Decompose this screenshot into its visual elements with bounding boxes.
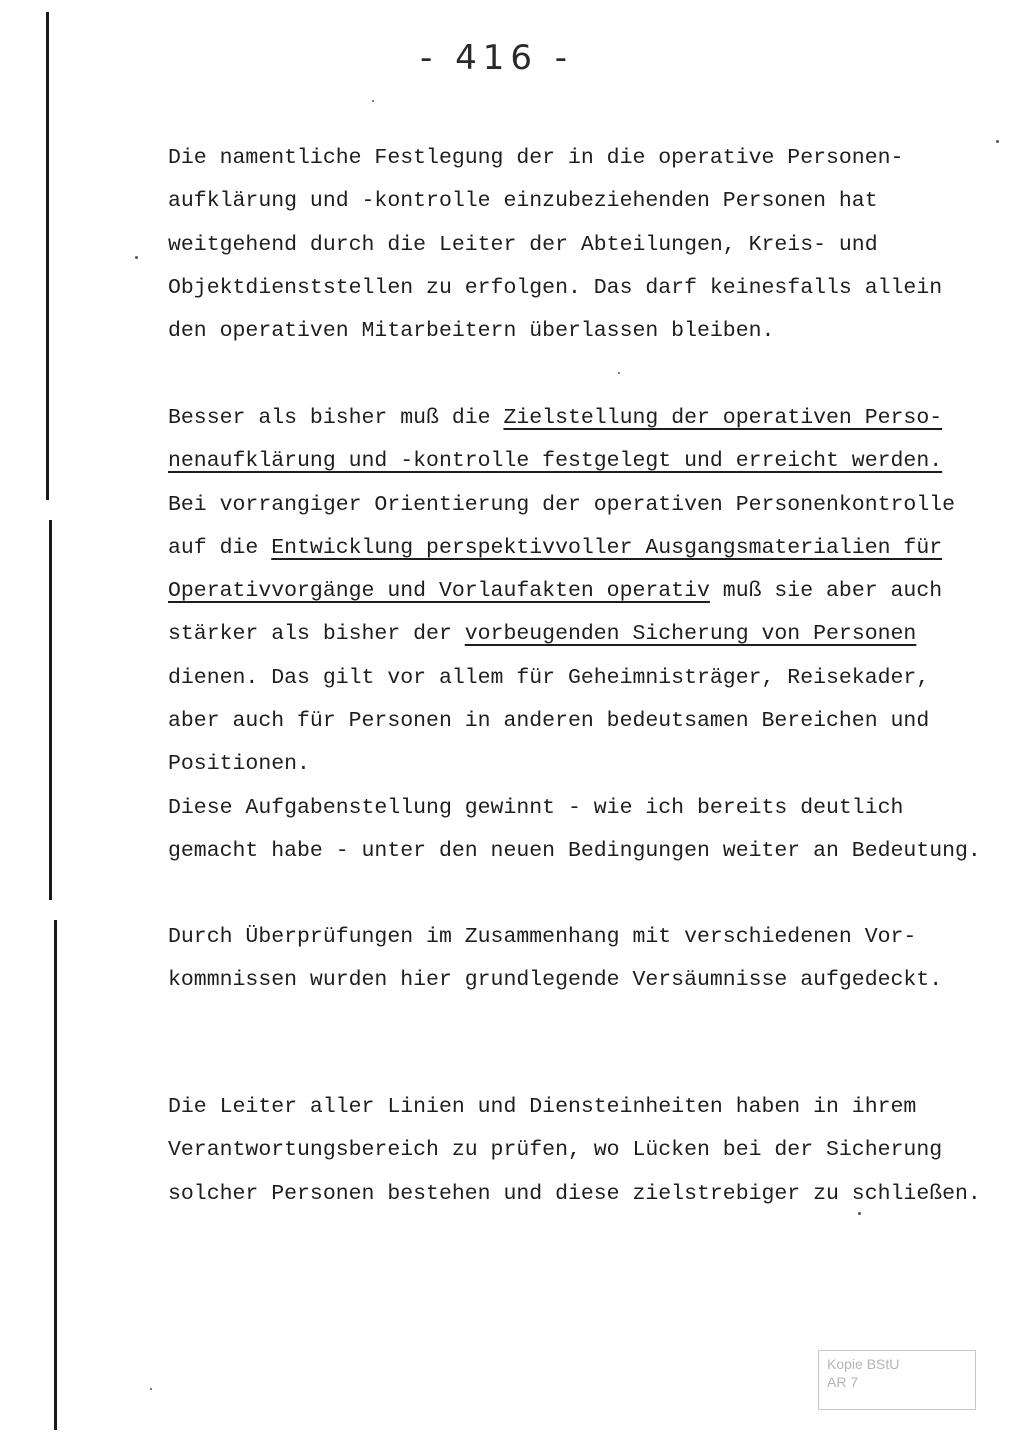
text-line: Objektdienststellen zu erfolgen. Das darf keinesfalls allein: [168, 275, 943, 300]
text-line: Bei vorrangiger Orientierung der operativen Personenkontrolle: [168, 492, 956, 517]
text-line: [168, 570, 988, 613]
scan-speck: [996, 140, 999, 143]
paragraph-1: [168, 137, 988, 353]
text-run: Besser als bisher muß die: [168, 406, 504, 430]
text-line: Diese Aufgabenstellung gewinnt - wie ich bereits deutlich: [168, 795, 904, 820]
scan-speck: [135, 256, 138, 259]
text-line: [168, 397, 988, 440]
margin-bar-bottom: [54, 920, 57, 1430]
text-line: gemacht habe - unter den neuen Bedingungen weiter an Bedeutung.: [168, 838, 981, 863]
archive-stamp: [818, 1350, 976, 1410]
paragraph-2: [168, 397, 988, 873]
text-line: dienen. Das gilt vor allem für Geheimnisträger, Reisekader,: [168, 665, 930, 690]
text-line: weitgehend durch die Leiter der Abteilungen, Kreis- und: [168, 232, 878, 257]
underlined-text: Entwicklung perspektivvoller Ausgangsmaterialien für: [271, 535, 943, 560]
scan-speck: [618, 372, 620, 374]
text-line: kommnissen wurden hier grundlegende Versäumnisse aufgedeckt.: [168, 968, 943, 993]
text-line: solcher Personen bestehen und diese zielstrebiger zu schließen.: [168, 1181, 981, 1206]
text-line: aufklärung und -kontrolle einzubeziehenden Personen hat: [168, 189, 878, 214]
stamp-line: Kopie BStU: [827, 1356, 900, 1372]
underlined-text: nenaufklärung und -kontrolle festgelegt und erreicht werden.: [168, 449, 943, 474]
text-line: aber auch für Personen in anderen bedeutsamen Bereichen und: [168, 709, 930, 734]
scan-speck: [372, 100, 374, 102]
text-run: auf die: [168, 535, 272, 560]
text-line: Positionen.: [168, 752, 310, 777]
text-line: Die namentliche Festlegung der in die operative Personen-: [168, 146, 904, 170]
text-run: muß sie aber auch: [709, 579, 943, 604]
underlined-text: Operativvorgänge und Vorlaufakten operativ: [168, 579, 710, 604]
text-line: den operativen Mitarbeitern überlassen bleiben.: [168, 319, 775, 344]
text-line: [168, 440, 988, 483]
text-line: Durch Überprüfungen im Zusammenhang mit verschiedenen Vor-: [168, 925, 917, 949]
stamp-line: AR 7: [827, 1374, 859, 1390]
underlined-text: vorbeugenden Sicherung von Personen: [464, 622, 917, 647]
text-line: [168, 527, 988, 570]
underlined-text: Zielstellung der operativen Perso-: [503, 406, 943, 430]
margin-bar-middle: [49, 520, 52, 900]
scan-speck: [150, 1388, 152, 1390]
text-run: stärker als bisher der: [168, 622, 465, 647]
page-number: - 416 -: [420, 38, 574, 78]
text-line: Verantwortungsbereich zu prüfen, wo Lücken bei der Sicherung: [168, 1138, 943, 1163]
paragraph-3: [168, 916, 988, 1003]
text-line: [168, 613, 988, 656]
paragraph-4: [168, 1086, 988, 1216]
margin-bar-top: [46, 12, 49, 500]
text-line: Die Leiter aller Linien und Diensteinheiten haben in ihrem: [168, 1095, 917, 1119]
